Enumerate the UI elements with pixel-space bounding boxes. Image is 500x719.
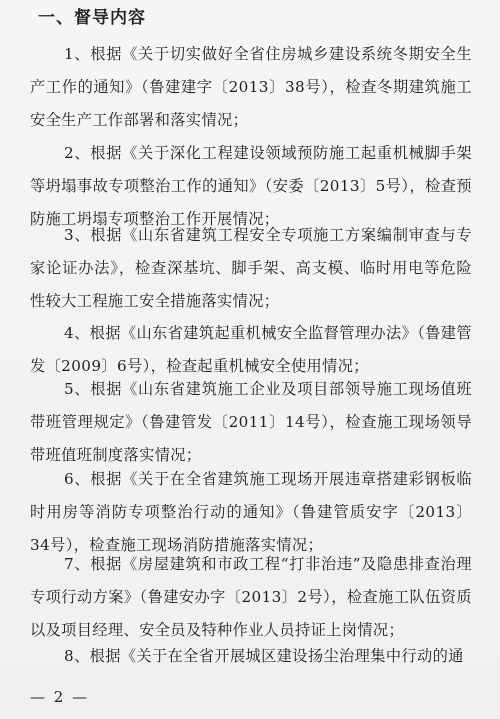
paragraph-item-2: 2、根据《关于深化工程建设领域预防施工起重机械脚手架等坍塌事故专项整治工作的通知》（安委〔2013〕5号），检查预防施工坍塌专项整治工作开展情况； [30,144,472,228]
paragraph-item-1: 1、根据《关于切实做好全省住房城乡建设系统冬期安全生产工作的通知》（鲁建建字〔2013〕38号），检查冬期建筑施工安全生产工作部署和落实情况； [30,45,472,129]
paragraph-item-6: 6、根据《关于在全省建筑施工现场开展违章搭建彩钢板临时用房等消防专项整治行动的通知》（鲁建管质安字〔2013〕34号），检查施工现场消防措施落实情况； [30,470,472,554]
paragraph-item-5: 5、根据《山东省建筑施工企业及项目部领导施工现场值班带班管理规定》（鲁建管发〔2011〕14号），检查施工现场领导带班值班制度落实情况； [30,380,472,464]
paragraph-item-3: 3、根据《山东省建筑工程安全专项施工方案编制审查与专家论证办法》，检查深基坑、脚手架、高支模、临时用电等危险性较大工程施工安全措施落实情况； [30,226,472,310]
page-number: — 2 — [30,688,90,706]
section-heading: 一、督导内容 [38,8,146,28]
paragraph-item-4: 4、根据《山东省建筑起重机械安全监督管理办法》（鲁建管发〔2009〕6号），检查起重机械安全使用情况； [30,324,472,375]
paragraph-item-8: 8、根据《关于在全省开展城区建设扬尘治理集中行动的通 [64,647,464,665]
paragraph-item-7: 7、根据《房屋建筑和市政工程“打非治违”及隐患排查治理专项行动方案》（鲁建安办字〔2013〕2号），检查施工队伍资质以及项目经理、安全员及特种作业人员持证上岗情况； [30,555,472,639]
